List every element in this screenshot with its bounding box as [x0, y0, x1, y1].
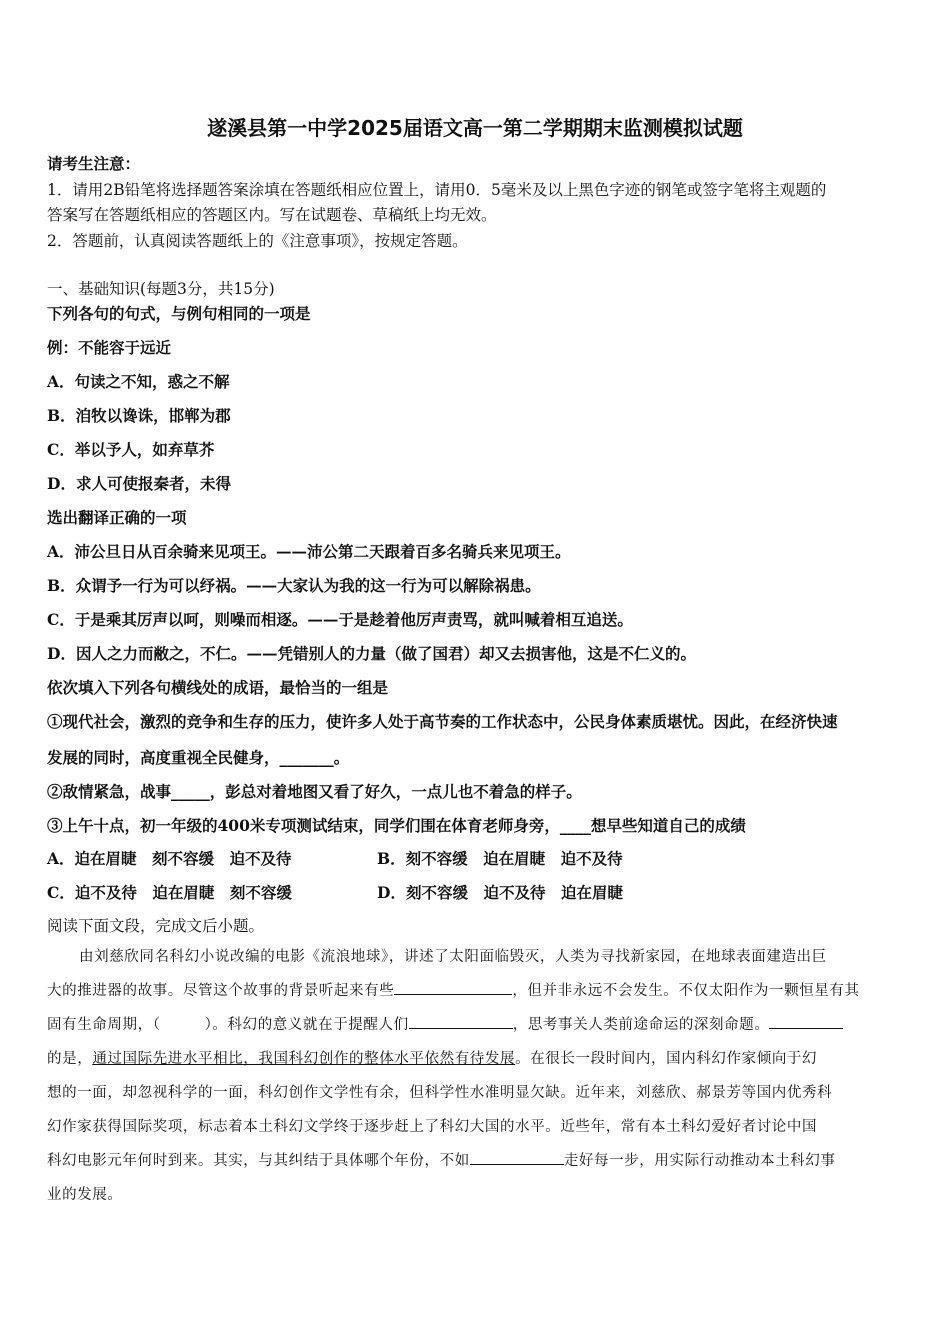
- passage-line-1: 由刘慈欣同名科幻小说改编的电影《流浪地球》，讲述了太阳面临毁灭，人类为寻找新家园，在地球表面建造出巨: [79, 949, 827, 965]
- q1-example: 例：不能容于远近: [47, 338, 172, 357]
- fill-blank-1: [394, 980, 512, 995]
- notice-item-1-line-2: 答案写在答题纸相应的答题区内。写在试题卷、草稿纸上均无效。: [47, 206, 497, 224]
- q3-sentence-3: ③上午十点，初一年级的400米专项测试结束，同学们围在体育老师身旁，____想早些知道自己的成绩: [47, 816, 746, 835]
- q1-option-c: C．举以予人，如弃草芥: [47, 440, 215, 459]
- section-heading: 一、基础知识(每题3分，共15分): [47, 280, 275, 298]
- q1-stem: 下列各句的句式，与例句相同的一项是: [47, 304, 311, 323]
- q3-option-a: A．迫在眉睫 刻不容缓 迫不及待: [47, 849, 292, 868]
- q2-option-d: D．因人之力而敝之，不仁。——凭错别人的力量（做了国君）却又去损害他，这是不仁义的。: [47, 644, 696, 663]
- fill-blank-3: [769, 1014, 843, 1029]
- q3-option-b: B．刻不容缓 迫在眉睫 迫不及待: [377, 849, 623, 868]
- q1-option-a: A．句读之不知，惑之不解: [47, 372, 230, 391]
- q2-option-a: A．沛公旦日从百余骑来见项王。——沛公第二天跟着百多名骑兵来见项王。: [47, 542, 571, 561]
- passage: [47, 940, 907, 1212]
- q3-sentence-1-line-1: ①现代社会，激烈的竞争和生存的压力，使许多人处于高节奏的工作状态中，公民身体素质堪忧。因此，在经济快速: [47, 712, 838, 731]
- q1-option-b: B．洎牧以谗诛，邯郸为郡: [47, 406, 231, 425]
- q3-sentence-1-line-2: 发展的同时，高度重视全民健身，_______。: [47, 748, 350, 767]
- page-title: 遂溪县第一中学2025届语文高一第二学期期末监测模拟试题: [207, 116, 743, 140]
- reading-intro: 阅读下面文段，完成文后小题。: [47, 917, 265, 935]
- passage-line-5: 想的一面，却忽视科学的一面，科幻创作文学性有余，但科学性水准明显欠缺。近年来，刘慈欣、郝景芳等国内优秀科: [47, 1085, 833, 1101]
- q3-stem: 依次填入下列各句横线处的成语，最恰当的一组是: [47, 678, 389, 697]
- q1-option-d: D．求人可使报秦者，未得: [47, 474, 231, 493]
- q2-stem: 选出翻译正确的一项: [47, 508, 187, 527]
- q2-option-b: B．众谓予一行为可以纾祸。——大家认为我的这一行为可以解除祸患。: [47, 576, 541, 595]
- q3-option-d: D．刻不容缓 迫不及待 迫在眉睫: [377, 883, 623, 902]
- fill-blank-2: [409, 1014, 513, 1029]
- passage-line-4: 的是，通过国际先进水平相比，我国科幻创作的整体水平依然有待发展。在很长一段时间内，国内科幻作家倾向于幻: [47, 1051, 818, 1067]
- notice-item-2: 2．答题前，认真阅读答题纸上的《注意事项》，按规定答题。: [47, 232, 468, 250]
- q3-sentence-2: ②敌情紧急，战事_____，彭总对着地图又看了好久，一点儿也不着急的样子。: [47, 782, 582, 801]
- underlined-sentence: 通过国际先进水平相比，我国科幻创作的整体水平依然有待发展: [92, 1051, 516, 1067]
- notice-item-1-line-1: 1．请用2B铅笔将选择题答案涂填在答题纸相应位置上，请用0．5毫米及以上黑色字迹的钢笔或签字笔将主观题的: [47, 181, 827, 199]
- passage-line-2: 大的推进器的故事。尽管这个故事的背景听起来有些 ，但并非永远不会发生。不仅太阳作为一颗恒星有其: [47, 974, 907, 1008]
- passage-line-6: 幻作家获得国际奖项，标志着本土科幻文学终于逐步赶上了科幻大国的水平。近些年，常有本土科幻爱好者讨论中国: [47, 1119, 818, 1135]
- passage-line-7: 科幻电影元年何时到来。其实，与其纠结于具体哪个年份，不如 走好每一步，用实际行动推动本土科幻事: [47, 1144, 907, 1178]
- passage-line-3: 固有生命周期，（ ）。科幻的意义就在于提醒人们 ，思考事关人类前途命运的深刻命题。: [47, 1008, 907, 1042]
- fill-blank-4: [470, 1150, 564, 1165]
- q3-option-c: C．迫不及待 迫在眉睫 刻不容缓: [47, 883, 292, 902]
- passage-line-8: 业的发展。: [47, 1187, 123, 1203]
- notice-heading: 请考生注意：: [47, 154, 141, 173]
- q2-option-c: C．于是乘其厉声以呵，则噪而相逐。——于是趁着他厉声责骂，就叫喊着相互追送。: [47, 610, 633, 629]
